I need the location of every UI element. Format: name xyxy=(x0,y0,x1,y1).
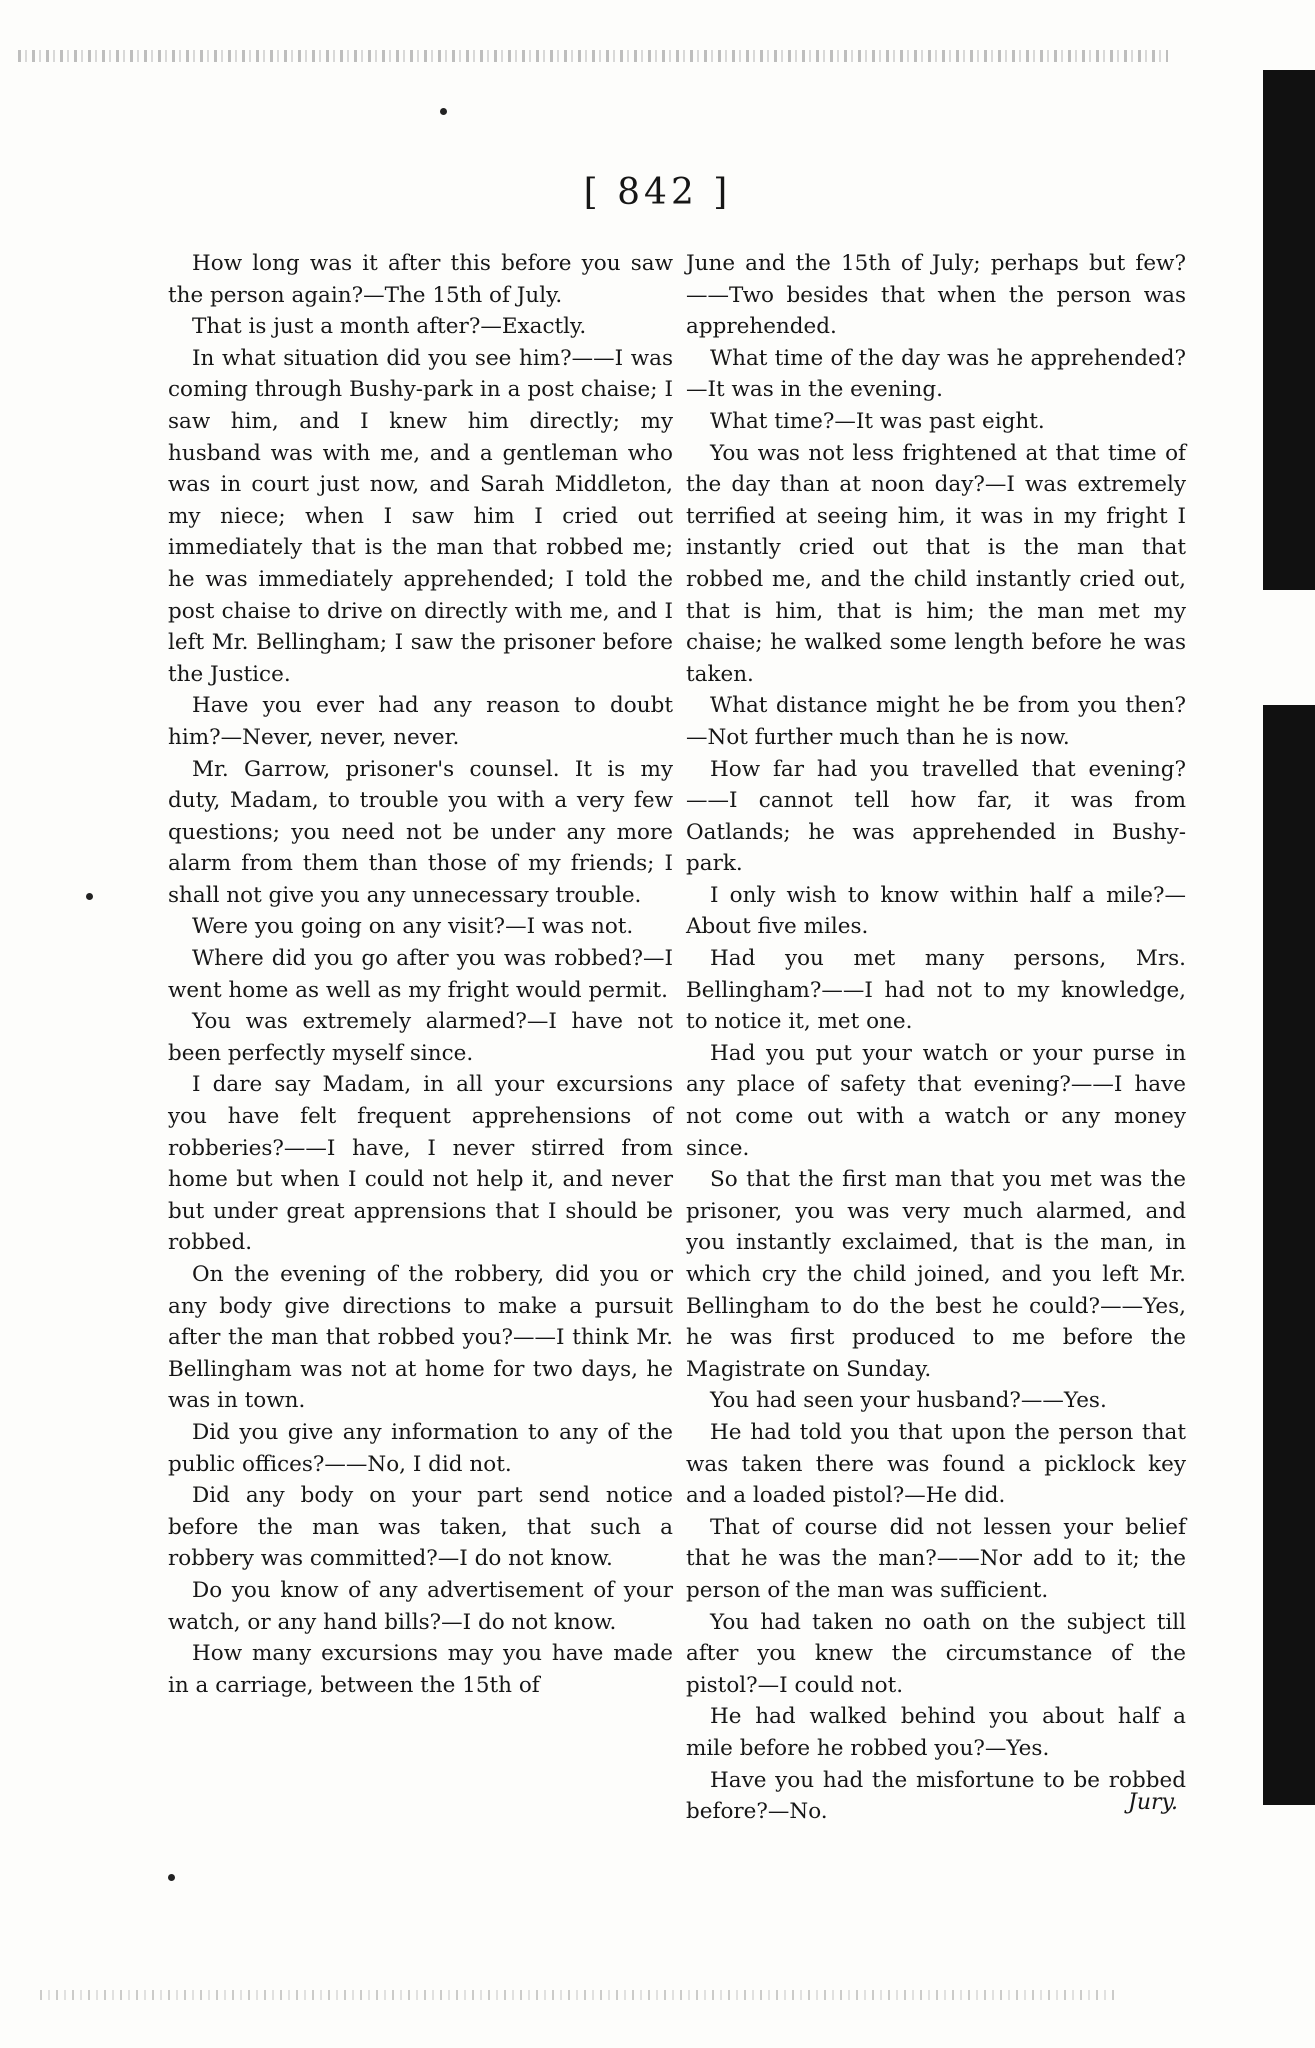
paragraph: Did you give any information to any of the public offices?——No, I did not. xyxy=(168,1419,673,1477)
paragraph: You had seen your husband?——Yes. xyxy=(710,1388,1107,1414)
paragraph: Have you ever had any reason to doubt him?—Never, never, never. xyxy=(168,693,673,750)
paragraph: Had you put your watch or your purse in any place of safety that evening?——I have not come out with a watch or any money since. xyxy=(686,1040,1186,1161)
paragraph: I dare say Madam, in all your excursions you have felt frequent apprehensions of robberies?——I have, I never stirred from home but when I could not help it, and never but under great apprensions that I should be robbed. xyxy=(168,1072,673,1256)
paragraph: How many excursions may you have made in a carriage, between the 15th of xyxy=(168,1641,673,1698)
paragraph: You was extremely alarmed?—I have not been perfectly myself since. xyxy=(168,1009,673,1066)
paragraph: You was not less frightened at that time of the day than at noon day?—I was extremely terrified at seeing him, it was in my fright I instantly cried out that is the man that robbed me, and the child instantly cried out, that is him, that is him; the man met my chaise; he walked some length before he was taken. xyxy=(686,440,1186,687)
paragraph: Did any body on your part send notice before the man was taken, that such a robbery was committed?—I do not know. xyxy=(168,1483,673,1572)
scan-noise-bottom xyxy=(40,1990,1120,2000)
catchword: Jury. xyxy=(1128,1790,1179,1815)
paragraph: That of course did not lessen your belief that he was the man?——Nor add to it; the person of the man was sufficient. xyxy=(686,1514,1186,1603)
paragraph: How long was it after this before you saw the person again?—The 15th of July. xyxy=(168,251,673,308)
page-number: [ 842 ] xyxy=(583,172,732,213)
ink-speck xyxy=(86,893,93,900)
paragraph: Mr. Garrow, prisoner's counsel. It is my duty, Madam, to trouble you with a very few questions; you need not be under any more alarm from them than those of my friends; I shall not give you any unnecessary trouble. xyxy=(168,756,673,908)
paragraph: What time of the day was he apprehended?—It was in the evening. xyxy=(686,345,1186,403)
paragraph-continuation: June and the 15th of July; perhaps but few?——Two besides that when the person was apprehended. xyxy=(686,251,1186,340)
paragraph: In what situation did you see him?——I was coming through Bushy-park in a post chaise; I saw him, and I knew him directly; my husband was with me, and a gentleman who was in court just now, and Sarah Middleton, my niece; when I saw him I cried out immediately that is the man that robbed me; he was immediately apprehended; I told the post chaise to drive on directly with me, and I left Mr. Bellingham; I saw the prisoner before the Justice. xyxy=(168,345,673,687)
scan-edge-bar-top xyxy=(1263,70,1315,590)
paragraph: He had told you that upon the person that was taken there was found a picklock key and a loaded pistol?—He did. xyxy=(686,1419,1186,1509)
paragraph: Have you had the misfortune to be robbed before?—No. xyxy=(686,1767,1186,1825)
paragraph: On the evening of the robbery, did you or any body give directions to make a pursuit after the man that robbed you?——I think Mr. Bellingham was not at home for two days, he was in town. xyxy=(168,1262,673,1414)
ink-speck xyxy=(440,108,447,115)
paragraph: Do you know of any advertisement of your watch, or any hand bills?—I do not know. xyxy=(168,1577,673,1635)
paragraph: Were you going on any visit?—I was not. xyxy=(192,914,634,940)
paragraph: He had walked behind you about half a mile before he robbed you?—Yes. xyxy=(686,1704,1186,1761)
scan-edge-bar-bottom xyxy=(1263,705,1315,1805)
paragraph: Where did you go after you was robbed?—I went home as well as my fright would permit. xyxy=(168,946,673,1003)
text-column-right xyxy=(686,248,1186,1828)
ink-speck xyxy=(168,1874,175,1881)
paragraph: What time?—It was past eight. xyxy=(710,408,1045,434)
paragraph: Had you met many persons, Mrs. Bellingham?——I had not to my knowledge, to notice it, met one. xyxy=(686,946,1186,1035)
paragraph: I only wish to know within half a mile?—About five miles. xyxy=(686,882,1186,940)
scan-noise-top xyxy=(18,50,1168,62)
paragraph: How far had you travelled that evening?——I cannot tell how far, it was from Oatlands; he was apprehended in Bushy-park. xyxy=(686,756,1186,877)
paragraph: That is just a month after?—Exactly. xyxy=(192,314,587,340)
paragraph: You had taken no oath on the subject till after you knew the circumstance of the pistol?—I could not. xyxy=(686,1609,1186,1698)
paragraph: So that the first man that you met was the prisoner, you was very much alarmed, and you instantly exclaimed, that is the man, in which cry the child joined, and you left Mr. Bellingham to do the best he could?——Yes, he was first produced to me before the Magistrate on Sunday. xyxy=(686,1167,1186,1382)
text-column-left xyxy=(168,248,673,1701)
paragraph: What distance might he be from you then?—Not further much than he is now. xyxy=(686,693,1186,750)
